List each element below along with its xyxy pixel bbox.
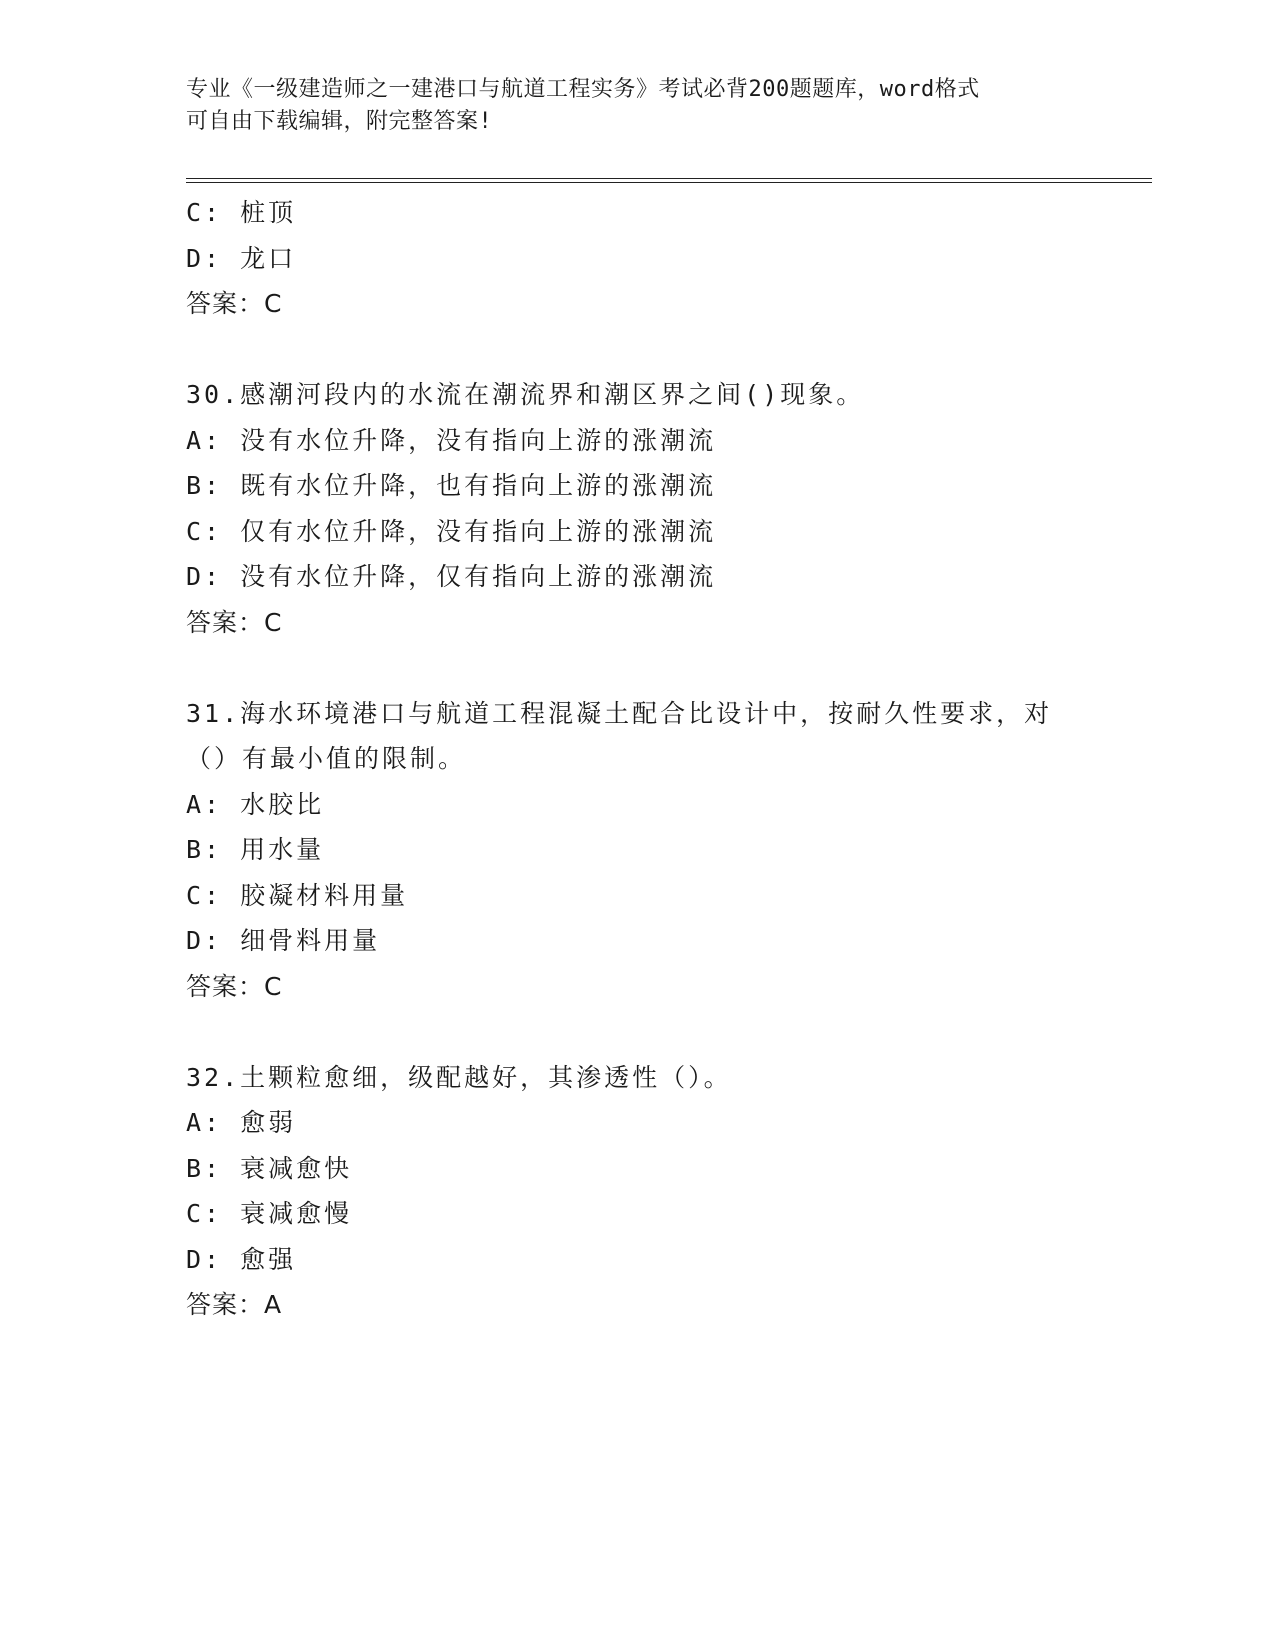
question-answer: 答案：C bbox=[186, 971, 283, 1001]
question-answer: 答案：C bbox=[186, 607, 283, 637]
spacer bbox=[186, 1009, 1086, 1055]
spacer bbox=[186, 645, 1086, 691]
question-31 bbox=[186, 691, 1086, 1010]
question-stem-continued: （）有最小值的限制。 bbox=[186, 744, 467, 773]
option-b: B: 衰减愈快 bbox=[186, 1153, 353, 1183]
option-b: B: 用水量 bbox=[186, 835, 325, 864]
question-stem: 32.土颗粒愈细，级配越好，其渗透性（）。 bbox=[186, 1062, 732, 1092]
option-c: C: 胶凝材料用量 bbox=[186, 880, 409, 910]
spacer bbox=[186, 327, 1086, 373]
carryover-option-c: C: 桩顶 bbox=[186, 198, 297, 227]
option-a: A: 没有水位升降，没有指向上游的涨潮流 bbox=[186, 425, 717, 455]
option-d: D: 没有水位升降，仅有指向上游的涨潮流 bbox=[186, 562, 717, 591]
option-a: A: 水胶比 bbox=[186, 789, 325, 819]
option-d: D: 细骨料用量 bbox=[186, 926, 381, 955]
option-a: A: 愈弱 bbox=[186, 1108, 297, 1137]
header-rule-top bbox=[186, 178, 1152, 179]
header-rule-bottom bbox=[186, 182, 1152, 183]
header-line-1: 专业《一级建造师之一建港口与航道工程实务》考试必背200题题库，word格式 bbox=[186, 77, 980, 102]
document-body bbox=[186, 190, 1086, 1328]
question-stem: 31.海水环境港口与航道工程混凝土配合比设计中，按耐久性要求，对 bbox=[186, 698, 1053, 728]
question-stem: 30.感潮河段内的水流在潮流界和潮区界之间()现象。 bbox=[186, 380, 865, 409]
carryover-answer: 答案：C bbox=[186, 289, 283, 318]
question-30 bbox=[186, 372, 1086, 645]
question-answer: 答案：A bbox=[186, 1290, 283, 1319]
option-d: D: 愈强 bbox=[186, 1244, 297, 1274]
header-line-2: 可自由下载编辑，附完整答案! bbox=[186, 109, 493, 134]
option-b: B: 既有水位升降，也有指向上游的涨潮流 bbox=[186, 471, 717, 500]
carryover-option-d: D: 龙口 bbox=[186, 243, 297, 273]
option-c: C: 衰减愈慢 bbox=[186, 1199, 353, 1228]
question-32 bbox=[186, 1055, 1086, 1328]
document-header bbox=[186, 74, 1086, 138]
option-c: C: 仅有水位升降，没有指向上游的涨潮流 bbox=[186, 516, 717, 546]
